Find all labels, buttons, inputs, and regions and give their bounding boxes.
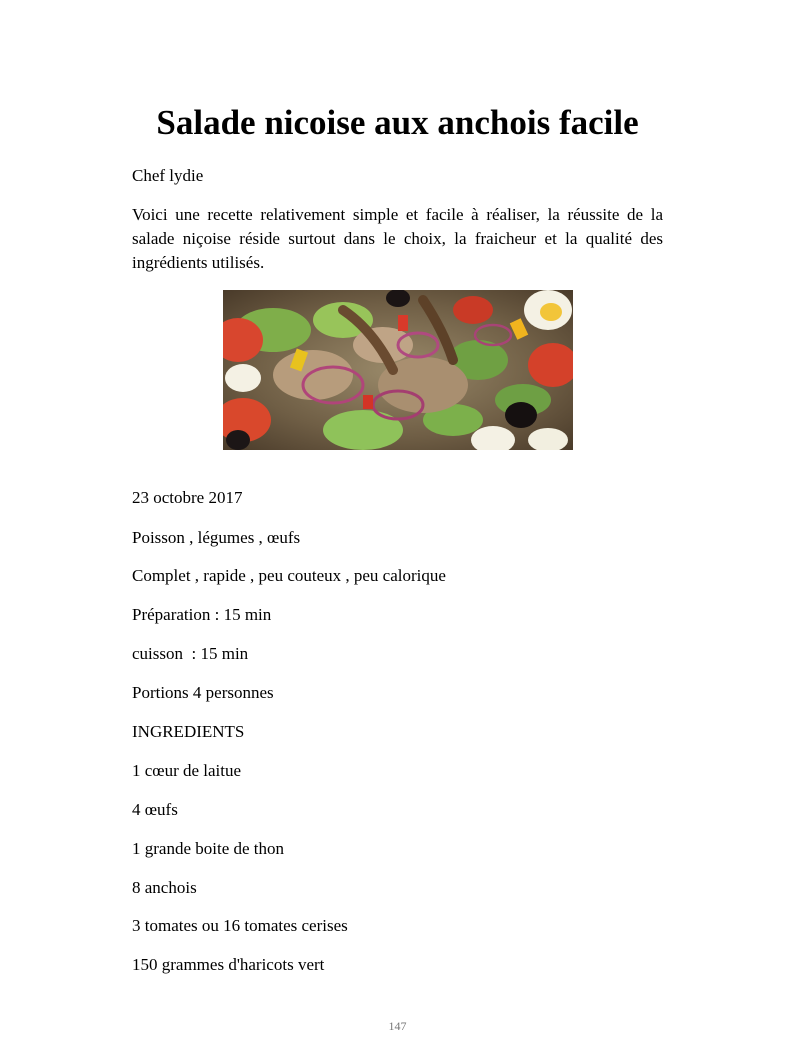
recipe-cooking-time: cuisson : 15 min <box>132 644 249 663</box>
page-number: 147 <box>388 1019 407 1033</box>
ingredient-item: 8 anchois <box>132 878 197 897</box>
ingredient-item: 4 œufs <box>132 800 178 819</box>
ingredient-item: 150 grammes d'haricots vert <box>132 955 325 974</box>
recipe-intro: Voici une recette relativement simple et facile à réaliser, la réussite de la salade niçoise réside surtout dans le choix, la fraicheur et la qualité des ingrédients utilisés. <box>132 205 663 272</box>
salad-photo <box>223 290 573 450</box>
recipe-portions: Portions 4 personnes <box>132 683 274 702</box>
ingredient-item: 1 cœur de laitue <box>132 761 242 780</box>
ingredient-item: 1 grande boite de thon <box>132 839 285 858</box>
recipe-date: 23 octobre 2017 <box>132 488 243 507</box>
recipe-author: Chef lydie <box>132 166 204 185</box>
recipe-preparation-time: Préparation : 15 min <box>132 605 272 624</box>
recipe-tags: Complet , rapide , peu couteux , peu calorique <box>132 566 446 585</box>
recipe-categories: Poisson , légumes , œufs <box>132 528 301 547</box>
ingredients-heading: INGREDIENTS <box>132 722 245 741</box>
recipe-title: Salade nicoise aux anchois facile <box>156 103 639 142</box>
ingredient-item: 3 tomates ou 16 tomates cerises <box>132 916 348 935</box>
